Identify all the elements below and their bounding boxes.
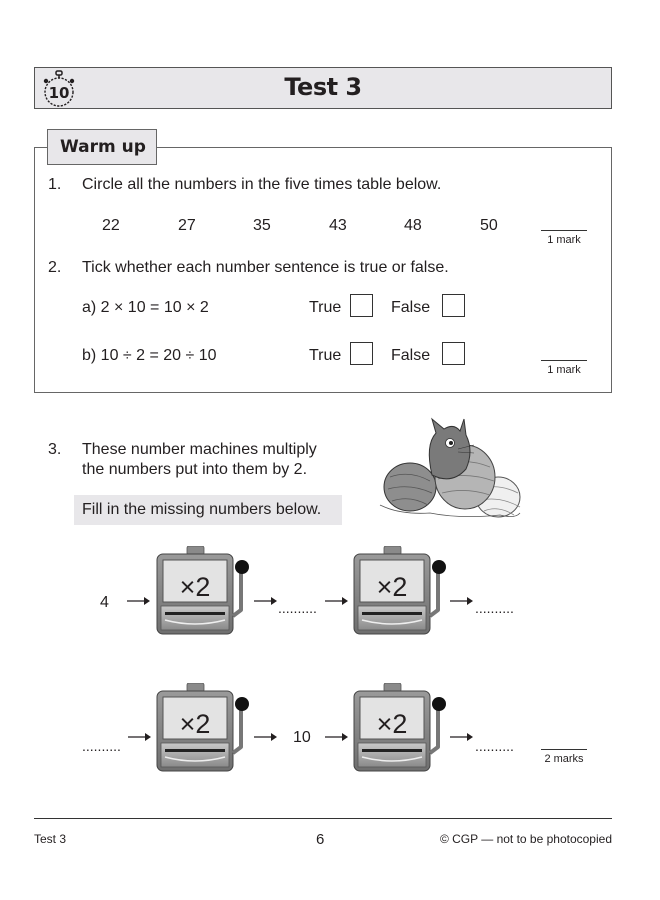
number-machine <box>155 546 255 636</box>
q3-mark-box <box>541 749 587 765</box>
footer-divider <box>34 818 612 819</box>
number-option[interactable]: 22 <box>102 217 120 234</box>
q1-mark-label: 1 mark <box>547 234 581 246</box>
number-option[interactable]: 35 <box>253 217 271 234</box>
sentence-b: b) 10 ÷ 2 = 20 ÷ 10 <box>82 347 217 364</box>
number-machine <box>155 683 255 773</box>
true-label-a: True <box>309 299 342 316</box>
instruction-box: Fill in the missing numbers below. <box>74 495 342 525</box>
page-title: Test 3 <box>284 73 362 101</box>
sentence-a: a) 2 × 10 = 10 × 2 <box>82 299 209 316</box>
arrow-right-icon <box>450 594 474 608</box>
question-3-text-line2: the numbers put into them by 2. <box>82 461 308 478</box>
answer-blank-row2-output[interactable]: .......... <box>475 738 514 754</box>
q2-mark-label: 1 mark <box>547 364 581 376</box>
answer-blank-row2-input[interactable]: .......... <box>82 738 121 754</box>
number-option[interactable]: 27 <box>178 217 196 234</box>
warmup-label: Warm up <box>47 129 157 165</box>
number-machine <box>352 546 452 636</box>
svg-text:10: 10 <box>48 84 70 102</box>
copyright-notice: © CGP — not to be photocopied <box>439 832 612 846</box>
svg-text:×2: ×2 <box>179 572 211 602</box>
test-title-bar <box>34 67 612 109</box>
arrow-right-icon <box>254 730 278 744</box>
svg-text:×2: ×2 <box>376 572 408 602</box>
arrow-right-icon <box>254 594 278 608</box>
row1-input-value: 4 <box>100 594 109 611</box>
number-machine <box>352 683 452 773</box>
answer-blank-row1-a[interactable]: .......... <box>278 600 317 616</box>
arrow-right-icon <box>128 730 152 744</box>
answer-blank-row1-b[interactable]: .......... <box>475 600 514 616</box>
q1-mark-box <box>541 230 587 246</box>
arrow-right-icon <box>127 594 151 608</box>
number-option[interactable]: 43 <box>329 217 347 234</box>
arrow-right-icon <box>450 730 474 744</box>
q3-mark-label: 2 marks <box>544 753 584 765</box>
question-2-text: Tick whether each number sentence is true or false. <box>82 259 449 276</box>
question-1-text: Circle all the numbers in the five times table below. <box>82 176 442 193</box>
question-2-number: 2. <box>48 259 62 276</box>
true-checkbox-b[interactable] <box>350 342 373 365</box>
false-label-b: False <box>391 347 431 364</box>
true-label-b: True <box>309 347 342 364</box>
row2-middle-value: 10 <box>293 729 311 746</box>
false-checkbox-a[interactable] <box>442 294 465 317</box>
svg-text:×2: ×2 <box>376 709 408 739</box>
false-label-a: False <box>391 299 431 316</box>
number-option[interactable]: 50 <box>480 217 498 234</box>
number-option[interactable]: 48 <box>404 217 422 234</box>
question-3-number: 3. <box>48 441 62 458</box>
q2-mark-box <box>541 360 587 376</box>
cat-yarn-illustration <box>370 415 525 525</box>
arrow-right-icon <box>325 730 349 744</box>
arrow-right-icon <box>325 594 349 608</box>
true-checkbox-a[interactable] <box>350 294 373 317</box>
footer-test-name: Test 3 <box>34 832 67 846</box>
question-1-number: 1. <box>48 176 62 193</box>
question-3-text-line1: These number machines multiply <box>82 441 317 458</box>
false-checkbox-b[interactable] <box>442 342 465 365</box>
page-number: 6 <box>316 831 325 848</box>
svg-text:×2: ×2 <box>179 709 211 739</box>
